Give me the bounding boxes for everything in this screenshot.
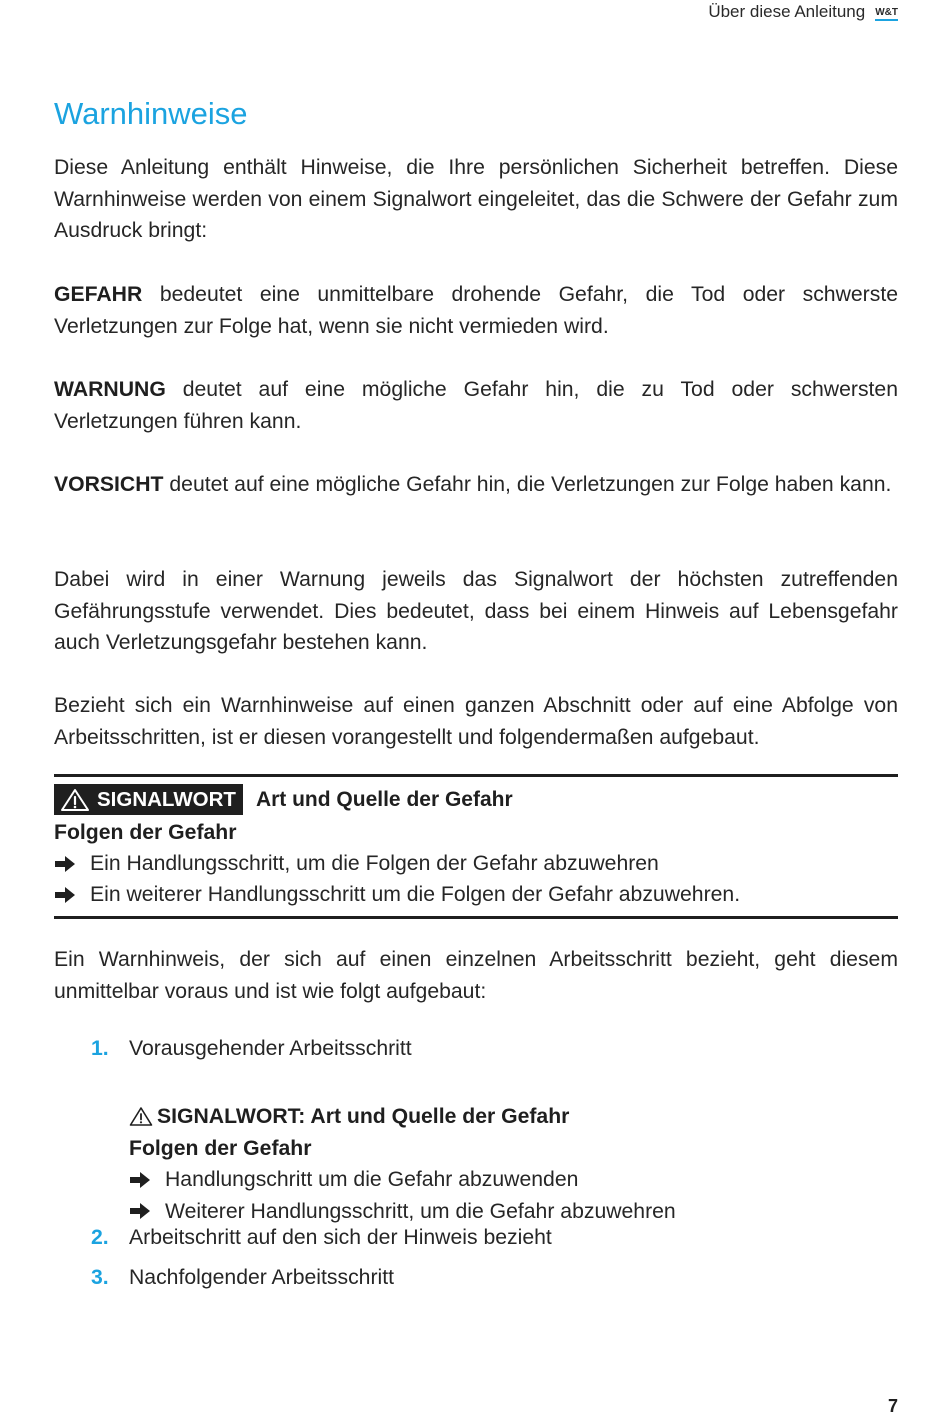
inline-warning (129, 1101, 676, 1227)
page-number: 7 (887, 1396, 898, 1416)
inline-warning-heading (129, 1101, 676, 1133)
step-number: 2. (91, 1226, 109, 1249)
arrow-right-icon (129, 1202, 151, 1220)
wt-logo: W&T (875, 7, 898, 21)
section-paragraph: Bezieht sich ein Warnhinweise auf einen ganzen Abschnitt oder auf eine Abfolge von Arbeitsschritten, ist er diesen vorangestellt und folgendermaßen aufgebaut. (54, 694, 898, 749)
warning-box-heading (54, 784, 513, 815)
intro-paragraph: Diese Anleitung enthält Hinweise, die Ihre persönlichen Sicherheit betreffen. Diese Warnhinweise werden von einem Signalwort eingeleitet, das die Schwere der Gefahr zum Ausdruck bringt: (54, 156, 898, 242)
warning-triangle-icon (60, 788, 90, 812)
level-text: deutet auf eine mögliche Gefahr hin, die Verletzungen zur Folge haben kann. (163, 473, 892, 496)
action-text: Handlungschritt um die Gefahr abzuwenden (165, 1168, 579, 1191)
level-word: WARNUNG (54, 378, 166, 401)
list-item (91, 1033, 412, 1064)
signal-word-badge (54, 784, 243, 815)
level-text: bedeutet eine unmittelbare drohende Gefahr, die Tod oder schwerste Verletzungen zur Folge hat, wenn sie nicht vermieden wird. (54, 283, 898, 338)
hazard-consequence: Folgen der Gefahr (54, 821, 237, 844)
level-word: GEFAHR (54, 283, 143, 306)
header-title: Über diese Anleitung (708, 2, 866, 21)
section-title: Warnhinweise (54, 96, 248, 131)
step-text: Vorausgehender Arbeitsschritt (129, 1037, 412, 1060)
arrow-right-icon (54, 855, 76, 873)
list-item (91, 1262, 394, 1293)
page-header (708, 0, 898, 24)
inline-consequence: Folgen der Gefahr (129, 1136, 312, 1160)
single-step-paragraph: Ein Warnhinweis, der sich auf einen einzelnen Arbeitsschritt bezieht, geht diesem unmittelbar voraus und ist wie folgt aufgebaut: (54, 948, 898, 1003)
level-word: VORSICHT (54, 473, 164, 496)
step-number: 1. (91, 1037, 109, 1060)
step-text: Arbeitschritt auf den sich der Hinweis bezieht (129, 1226, 552, 1249)
list-item (91, 1222, 552, 1253)
inline-warning-title: SIGNALWORT: Art und Quelle der Gefahr (157, 1105, 570, 1128)
action-text: Weiterer Handlungsschritt, um die Gefahr abzuwehren (165, 1199, 676, 1223)
level-gefahr (54, 279, 898, 342)
hazard-source: Art und Quelle der Gefahr (255, 787, 513, 811)
step-number: 3. (91, 1266, 109, 1289)
box-top-rule (54, 774, 898, 777)
action-item (54, 848, 659, 879)
signal-word: SIGNALWORT (97, 787, 236, 811)
step-text: Nachfolgender Arbeitsschritt (129, 1266, 394, 1289)
action-text: Ein weiterer Handlungsschritt um die Folgen der Gefahr abzuwehren. (90, 883, 741, 906)
action-item (54, 879, 740, 910)
arrow-right-icon (54, 886, 76, 904)
action-item (129, 1164, 676, 1196)
box-bottom-rule (54, 916, 898, 919)
level-vorsicht (54, 469, 898, 501)
signal-paragraph: Dabei wird in einer Warnung jeweils das Signalwort der höchsten zutreffenden Gefährungsstufe verwendet. Dies bedeutet, dass bei einem Hinweis auf Lebensgefahr auch Verletzungsgefahr bestehen kann. (54, 568, 898, 654)
warning-triangle-icon (129, 1106, 153, 1127)
level-warnung (54, 374, 898, 437)
level-text: deutet auf eine mögliche Gefahr hin, die zu Tod oder schwersten Verletzungen führen kann. (54, 378, 898, 433)
action-text: Ein Handlungsschritt, um die Folgen der Gefahr abzuwehren (90, 852, 659, 875)
arrow-right-icon (129, 1171, 151, 1189)
